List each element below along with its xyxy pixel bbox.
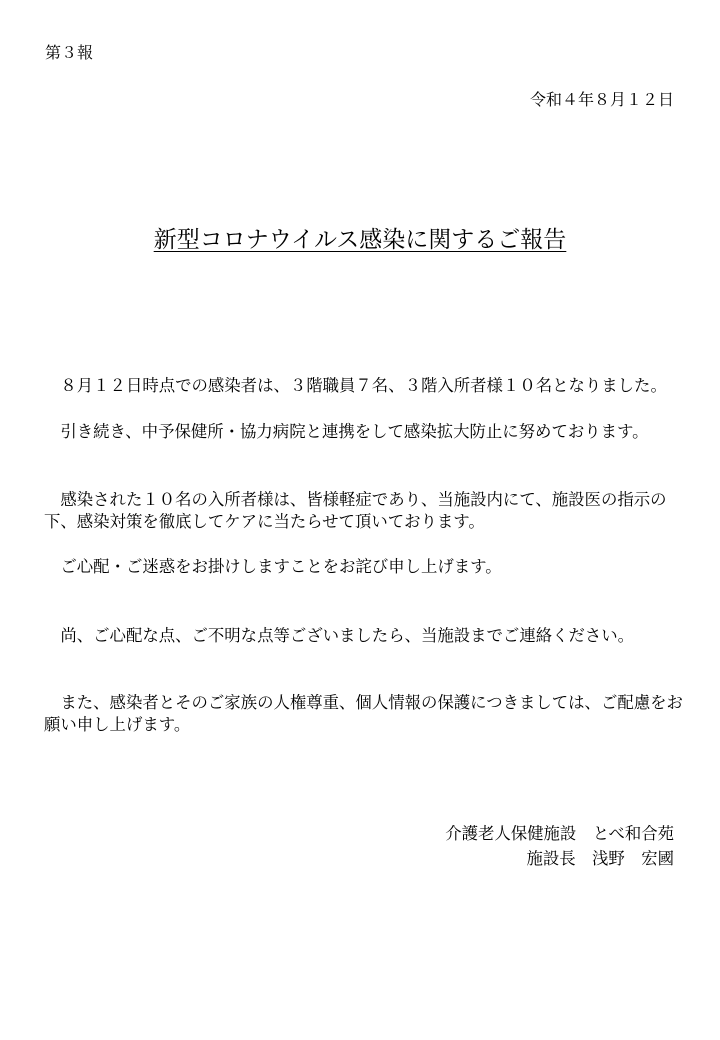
body-paragraph: 尚、ご心配な点、ご不明な点等ございましたら、当施設までご連絡ください。 — [44, 626, 635, 645]
body-paragraph: ご心配・ご迷惑をお掛けしますことをお詫び申し上げます。 — [44, 557, 502, 576]
document-date: 令和４年８月１２日 — [529, 90, 674, 109]
body-paragraph: また、感染者とそのご家族の人権尊重、個人情報の保護につきましては、ご配慮をお願い申し上げます。 — [44, 693, 683, 734]
signature-director: 施設長 浅野 宏國 — [526, 849, 674, 868]
body-paragraph: 引き続き、中予保健所・協力病院と連携をして感染拡大防止に努めております。 — [44, 422, 649, 441]
report-number: 第３報 — [45, 43, 94, 62]
document-title: 新型コロナウイルス感染に関するご報告 — [153, 227, 567, 253]
signature-facility: 介護老人保健施設 とべ和合苑 — [445, 824, 674, 843]
body-paragraph: 感染された１０名の入所者様は、皆様軽症であり、当施設内にて、施設医の指示の下、感染対策を徹底してケアに当たらせて頂いております。 — [44, 490, 667, 531]
body-paragraph: ８月１２日時点での感染者は、３階職員７名、３階入所者様１０名となりました。 — [44, 376, 667, 395]
